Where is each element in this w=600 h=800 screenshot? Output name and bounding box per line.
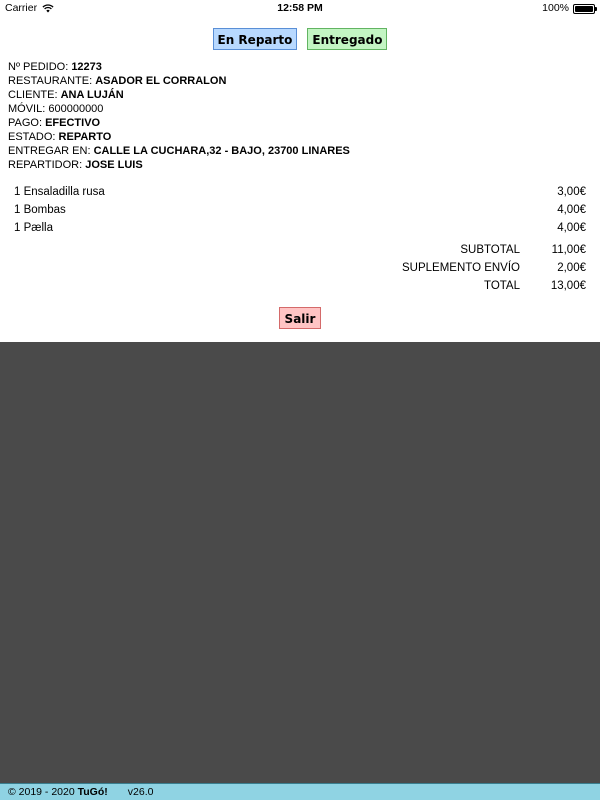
footer-copyright: © 2019 - 2020 <box>8 786 78 798</box>
delivery-address-label: ENTREGAR EN: <box>8 145 91 157</box>
total-row <box>360 277 586 295</box>
courier-label: REPARTIDOR: <box>8 159 83 171</box>
shipping-row <box>360 259 586 277</box>
shipping-label: SUPLEMENTO ENVÍO <box>401 262 520 274</box>
footer-brand: TuGó! <box>77 786 108 798</box>
order-detail <box>0 16 600 342</box>
status-label: ESTADO: <box>8 131 56 143</box>
subtotal-label: SUBTOTAL <box>460 244 520 256</box>
mobile-label: MÓVIL: <box>8 103 46 115</box>
subtotal-value: 11,00€ <box>551 244 586 256</box>
order-number-row <box>8 60 350 74</box>
restaurant-row <box>8 74 350 88</box>
status-bar-right <box>542 0 595 16</box>
delivery-address: CALLE LA CUCHARA,32 - BAJO, 23700 LINARES <box>93 145 350 157</box>
restaurant-name: ASADOR EL CORRALON <box>95 75 227 87</box>
shipping-value: 2,00€ <box>557 262 586 274</box>
footer-version: v26.0 <box>127 786 154 798</box>
battery-percent: 100% <box>542 2 569 14</box>
order-totals <box>360 241 586 295</box>
footer <box>0 783 600 800</box>
client-label: CLIENTE: <box>8 89 58 101</box>
status-bar <box>0 0 600 16</box>
exit-wrap <box>0 307 600 329</box>
carrier-label: Carrier <box>5 2 38 14</box>
courier-name: JOSE LUIS <box>85 159 143 171</box>
total-label: TOTAL <box>484 280 520 292</box>
order-info <box>8 60 350 172</box>
order-number-label: Nº PEDIDO: <box>8 61 69 73</box>
restaurant-label: RESTAURANTE: <box>8 75 93 87</box>
list-item <box>14 183 586 201</box>
list-item <box>14 219 586 237</box>
client-name: ANA LUJÁN <box>60 89 124 101</box>
delivery-address-row <box>8 144 350 158</box>
order-number: 12273 <box>71 61 102 73</box>
empty-background <box>0 342 600 783</box>
en-reparto-button[interactable]: En Reparto <box>213 28 298 50</box>
item-description: 1 Bombas <box>14 204 66 216</box>
list-item <box>14 201 586 219</box>
item-description: 1 Ensaladilla rusa <box>14 186 105 198</box>
subtotal-row <box>360 241 586 259</box>
total-value: 13,00€ <box>550 280 586 292</box>
item-description: 1 Pælla <box>14 222 53 234</box>
client-row <box>8 88 350 102</box>
order-status: REPARTO <box>58 131 112 143</box>
courier-row <box>8 158 350 172</box>
status-actions <box>0 28 600 50</box>
entregado-button[interactable]: Entregado <box>307 28 387 50</box>
exit-button[interactable]: Salir <box>279 307 322 329</box>
payment-row <box>8 116 350 130</box>
item-price: 4,00€ <box>557 222 586 234</box>
payment-label: PAGO: <box>8 117 43 129</box>
status-time: 12:58 PM <box>277 2 323 14</box>
payment-method: EFECTIVO <box>45 117 101 129</box>
order-items <box>14 183 586 237</box>
battery-icon <box>573 4 595 14</box>
item-price: 4,00€ <box>557 204 586 216</box>
mobile-row <box>8 102 350 116</box>
item-price: 3,00€ <box>557 186 586 198</box>
status-row <box>8 130 350 144</box>
mobile-number: 600000000 <box>48 103 104 115</box>
